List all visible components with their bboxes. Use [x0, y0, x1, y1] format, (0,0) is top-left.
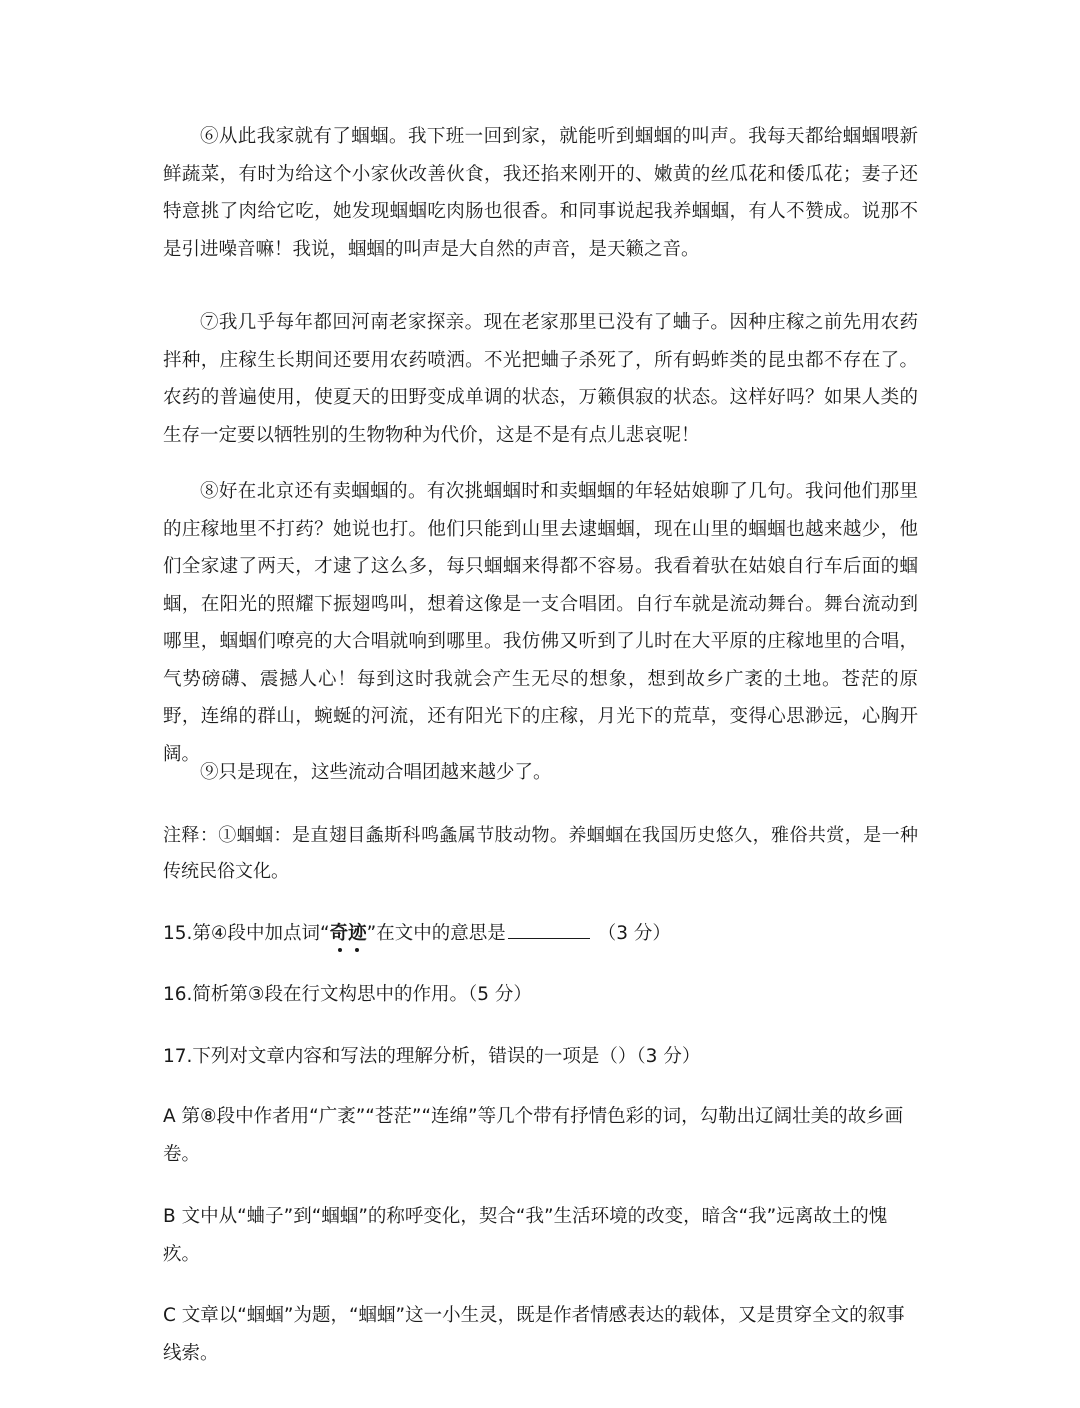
paragraph-7: ⑦我几乎每年都回河南老家探亲。现在老家那里已没有了蛐子。因种庄稼之前先用农药拌种，庄稼生长期间还要用农药喷洒。不光把蛐子杀死了，所有蚂蚱类的昆虫都不存在了。农药的普遍使用，使夏天的田野变成单调的状态，万籁俱寂的状态。这样好吗？如果人类的生存一定要以牺牲别的生物物种为代价，这是不是有点儿悲哀呢！	[163, 312, 918, 446]
question-15-mid: ”在文中的意思是	[366, 923, 506, 944]
option-a[interactable]: A 第⑧段中作者用“广袤”“苍茫”“连绵”等几个带有抒情色彩的词，勾勒出辽阔壮美的故乡画卷。	[163, 1106, 904, 1165]
question-15	[163, 915, 923, 953]
paragraph-9: ⑨只是现在，这些流动合唱团越来越少了。	[200, 762, 552, 783]
emphasis-dots	[330, 946, 367, 952]
paragraph-6: ⑥从此我家就有了蝈蝈。我下班一回到家，就能听到蝈蝈的叫声。我每天都给蝈蝈喂新鲜蔬菜，有时为给这个小家伙改善伙食，我还掐来刚开的、嫩黄的丝瓜花和倭瓜花；妻子还特意挑了肉给它吃，她发现蝈蝈吃肉肠也很香。和同事说起我养蝈蝈，有人不赞成。说那不是引进噪音嘛！我说，蝈蝈的叫声是大自然的声音，是天籁之音。	[163, 126, 918, 260]
question-16: 16.简析第③段在行文构思中的作用。（5 分）	[163, 984, 532, 1005]
question-15-score: （3 分）	[597, 923, 671, 944]
emphasized-word: 奇迹	[330, 923, 367, 944]
annotation-note: 注释：①蝈蝈：是直翅目螽斯科鸣螽属节肢动物。养蝈蝈在我国历史悠久，雅俗共赏，是一种传统民俗文化。	[163, 825, 918, 882]
question-15-prefix: 15.第④段中加点词“	[163, 923, 330, 944]
paragraph-8: ⑧好在北京还有卖蝈蝈的。有次挑蝈蝈时和卖蝈蝈的年轻姑娘聊了几句。我问他们那里的庄稼地里不打药？她说也打。他们只能到山里去逮蝈蝈，现在山里的蝈蝈也越来越少，他们全家逮了两天，才逮了这么多，每只蝈蝈来得都不容易。我看着驮在姑娘自行车后面的蝈蝈，在阳光的照耀下振翅鸣叫，想着这像是一支合唱团。自行车就是流动舞台。舞台流动到哪里，蝈蝈们嘹亮的大合唱就响到哪里。我仿佛又听到了儿时在大平原的庄稼地里的合唱，气势磅礴、震撼人心！每到这时我就会产生无尽的想象，想到故乡广袤的土地。苍茫的原野，连绵的群山，蜿蜒的河流，还有阳光下的庄稼，月光下的荒草，变得心思渺远，心胸开阔。	[163, 481, 918, 765]
option-c[interactable]: C 文章以“蝈蝈”为题，“蝈蝈”这一小生灵，既是作者情感表达的载体，又是贯穿全文的叙事线索。	[163, 1305, 905, 1364]
option-b[interactable]: B 文中从“蛐子”到“蝈蝈”的称呼变化，契合“我”生活环境的改变，暗含“我”远离故土的愧疚。	[163, 1206, 888, 1265]
question-17: 17.下列对文章内容和写法的理解分析，错误的一项是（）（3 分）	[163, 1046, 701, 1067]
answer-blank[interactable]	[508, 916, 590, 939]
